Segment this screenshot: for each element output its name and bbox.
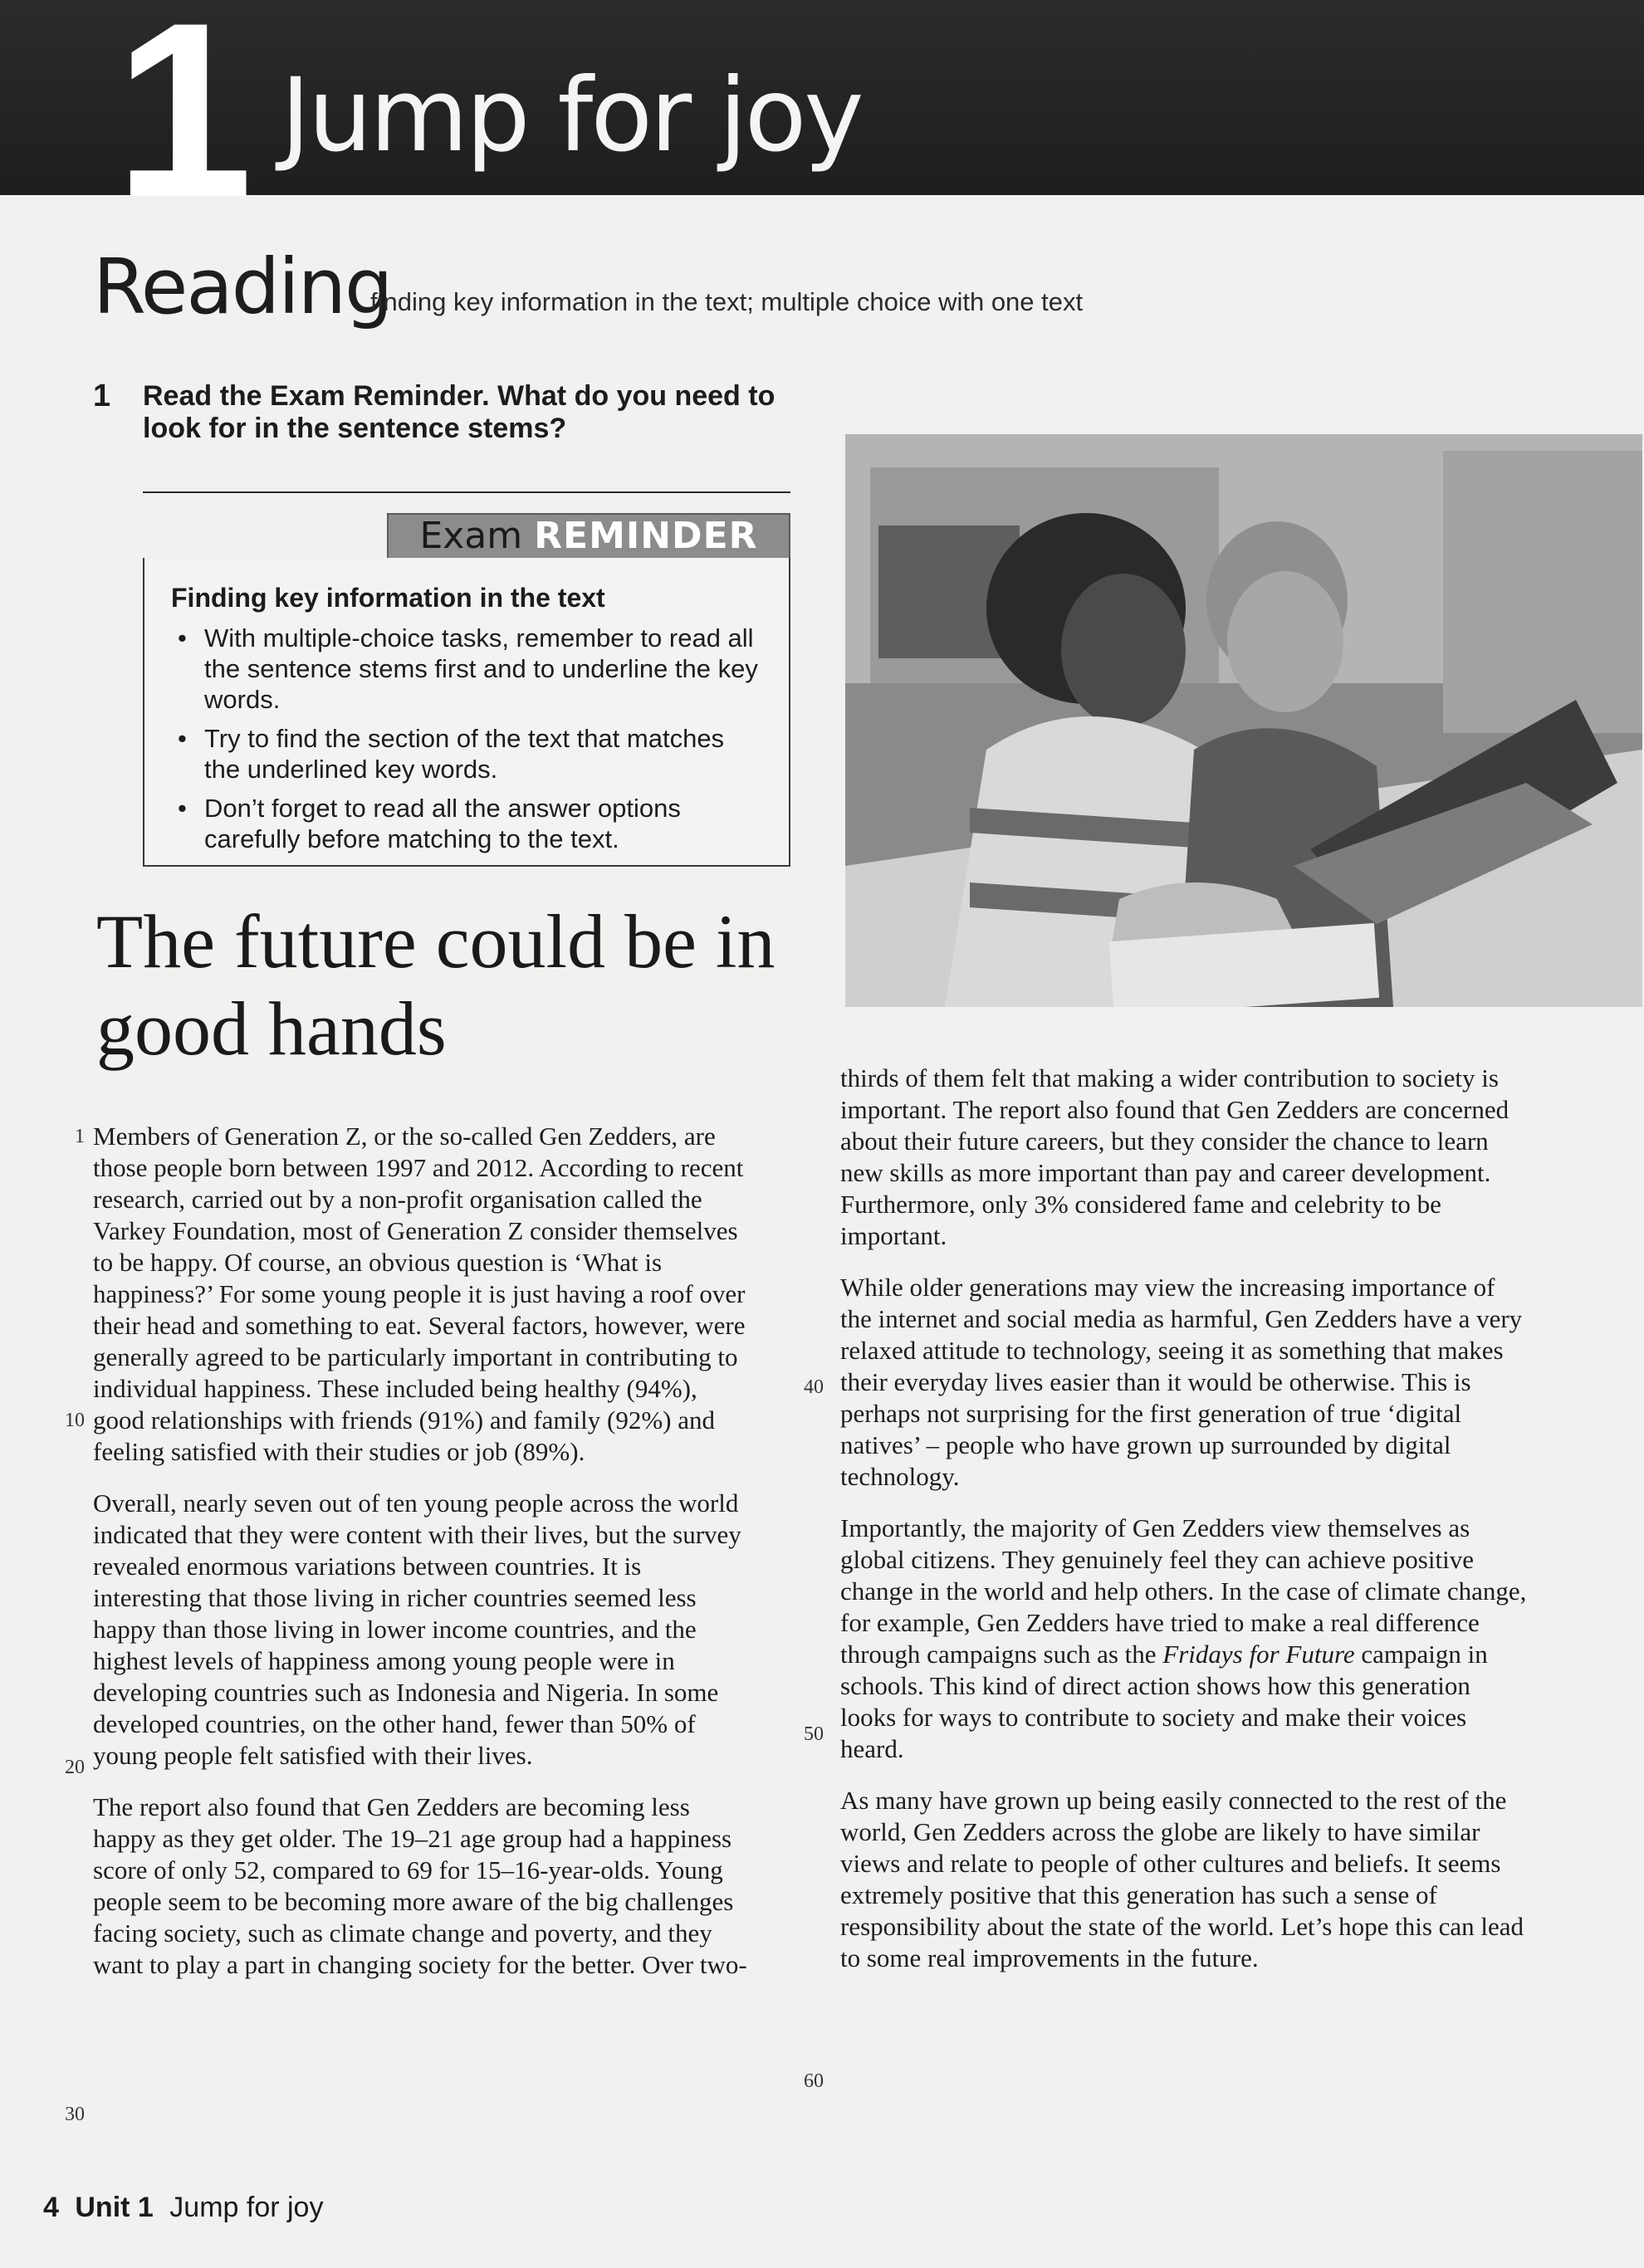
footer-unit-label: Unit 1 <box>75 2192 154 2223</box>
bullet-icon: • <box>178 623 187 653</box>
exam-reminder-box <box>143 558 790 867</box>
reminder-heading: Finding key information in the text <box>171 583 605 613</box>
article-paragraph: While older generations may view the increasing importance of the internet and social media as harmful, Gen Zedders have a very relaxed attitude to technology, seeing it as something that makes their everyday lives easier than it would be otherwise. This is perhaps not surprising for the first generation of true ‘digital natives’ – people who have grown up surrounded by digital technology. <box>840 1273 1523 1491</box>
reminder-bullet-text: Don’t forget to read all the answer options carefully before matching to the text. <box>204 794 681 853</box>
page-number: 4 <box>43 2192 59 2223</box>
tab-exam-label: Exam <box>419 515 523 557</box>
tab-reminder-label: REMINDER <box>534 515 758 557</box>
article-photo <box>845 434 1642 1007</box>
reminder-bullet <box>159 723 766 785</box>
line-number: 30 <box>65 2104 85 2125</box>
task-number: 1 <box>93 379 111 413</box>
photo-illustration <box>845 434 1642 1007</box>
article-column-2 <box>840 1063 1529 1994</box>
bullet-icon: • <box>178 724 187 753</box>
line-number: 40 <box>804 1376 824 1398</box>
task-instruction: Read the Exam Reminder. What do you need to look for in the sentence stems? <box>143 380 776 445</box>
exam-reminder-tab <box>387 513 790 560</box>
article-title: The future could be in good hands <box>96 899 776 1071</box>
page-footer <box>43 2193 323 2222</box>
divider <box>143 491 790 493</box>
reminder-bullet-text: With multiple-choice tasks, remember to read all the sentence stems first and to underline the key words. <box>204 623 758 714</box>
line-number: 50 <box>804 1723 824 1745</box>
unit-number: 1 <box>115 0 245 249</box>
section-subheading: finding key information in the text; multiple choice with one text <box>370 287 1084 316</box>
section-heading: Reading <box>93 242 392 331</box>
line-number: 10 <box>65 1410 85 1431</box>
article-paragraph: As many have grown up being easily connected to the rest of the world, Gen Zedders across the globe are likely to have similar views and relate to people of other cultures and beliefs. It seems extremely positive that this generation has such a sense of responsibility about the state of the world. Let’s hope this can lead to some real improvements in the future. <box>840 1786 1524 1972</box>
unit-banner <box>0 0 1644 249</box>
reminder-bullet <box>159 793 766 854</box>
line-number: 60 <box>804 2070 824 2092</box>
campaign-name: Fridays for Future <box>1162 1640 1355 1669</box>
line-number: 1 <box>75 1126 85 1147</box>
reminder-bullet-text: Try to find the section of the text that matches the underlined key words. <box>204 724 725 784</box>
line-number: 20 <box>65 1757 85 1778</box>
reminder-bullet <box>159 623 766 715</box>
bullet-icon: • <box>178 794 187 823</box>
article-paragraph <box>840 1513 1529 1765</box>
article-paragraph: Overall, nearly seven out of ten young people across the world indicated that they were content with their lives, but the survey revealed enormous variations between countries. It is interesting that those living in richer countries seemed less happy than those living in lower income countries, and the highest levels of happiness among young people were in developing countries such as Indonesia and Nigeria. In some developed countries, on the other hand, fewer than 50% of young people felt satisfied with their lives. <box>93 1488 741 1770</box>
reminder-list <box>159 623 766 863</box>
paragraph-text: Importantly, the majority of Gen Zedders view themselves as global citizens. They genuinely feel they can achieve positive change in the world and help others. In the case of climate change, for example, Gen Zedders have tried to make a real difference through campaigns such as the <box>840 1513 1527 1669</box>
article-paragraph: thirds of them felt that making a wider contribution to society is important. The report also found that Gen Zedders are concerned about their future careers, but they consider the chance to learn new skills as more important than pay and career development. Furthermore, only 3% considered fame and celebrity to be important. <box>840 1063 1509 1250</box>
paragraph-text: campaign in schools. This kind of direct action shows how this generation looks for ways to contribute to society and make their voices heard. <box>840 1640 1488 1763</box>
article-paragraph: Members of Generation Z, or the so-called Gen Zedders, are those people born between 1997 and 2012. According to recent research, carried out by a non-profit organisation called the Varkey Foundation, most of Generation Z consider themselves to be happy. Of course, an obvious question is ‘What is happiness?’ For some young people it is just having a roof over their head and something to eat. Several factors, however, were generally agreed to be particularly important in contributing to individual happiness. These included being healthy (94%), good relationships with friends (91%) and family (92%) and feeling satisfied with their studies or job (89%). <box>93 1122 746 1466</box>
article-column-1 <box>93 1121 749 2001</box>
article-paragraph: The report also found that Gen Zedders are becoming less happy as they get older. The 19–21 age group had a happiness score of only 52, compared to 69 for 15–16-year-olds. Young people seem to be becoming more aware of the big challenges facing society, such as climate change and poverty, and they want to play a part in changing society for the better. Over two- <box>93 1792 747 1979</box>
footer-title: Jump for joy <box>169 2192 324 2223</box>
unit-title: Jump for joy <box>281 56 862 174</box>
